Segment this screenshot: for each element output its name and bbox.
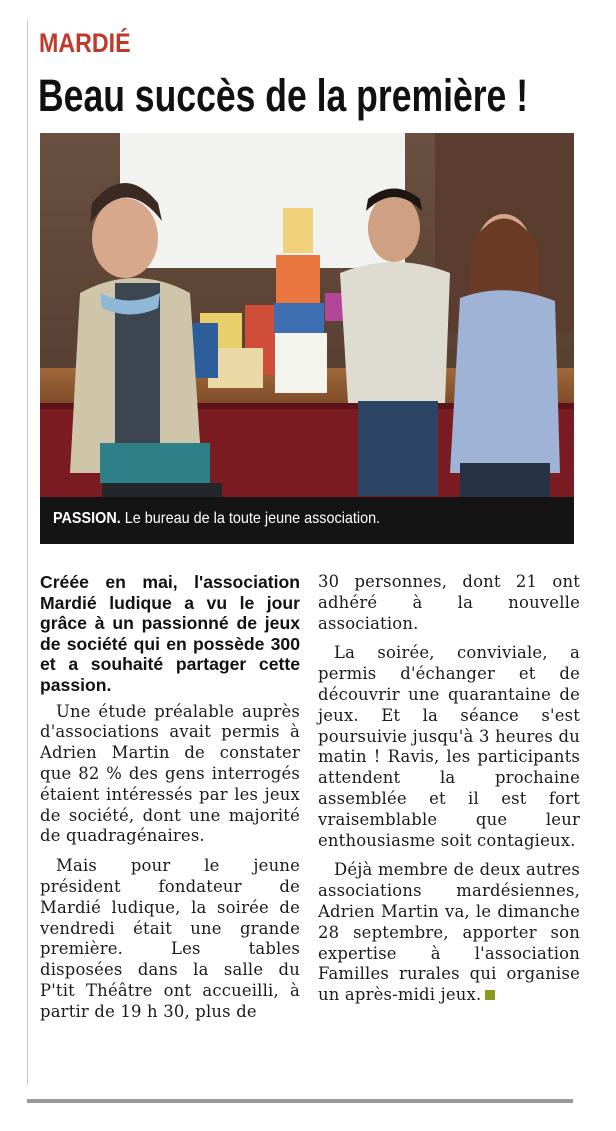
article-paragraph: Une étude préalable auprès d'associations avait permis à Adrien Martin de constater que 82 % des gens interrogés étaient intéressés par les jeux de société, dont une majorité de quadragénaires. xyxy=(40,701,300,846)
article-paragraph: Mais pour le jeune président fondateur de Mardié ludique, la soirée de vendredi était une grande première. Les tables disposées dans la salle du P'tit Théâtre ont accueilli, à partir de 19 h 30, plus de xyxy=(40,856,300,1021)
article-photo xyxy=(40,133,574,544)
photo-illustration xyxy=(40,133,574,544)
caption-text: Le bureau de la toute jeune association. xyxy=(120,510,381,527)
caption-label: PASSION. xyxy=(53,510,121,527)
article-headline: Beau succès de la première ! xyxy=(38,70,529,121)
bottom-rule xyxy=(27,1099,573,1103)
article-paragraph-final xyxy=(318,860,580,1006)
article-paragraph: La soirée, conviviale, a permis d'échanger et de découvrir une quarantaine de jeux. Et la séance s'est poursuivie jusqu'à 3 heures du matin ! Ravis, les participants attendent la prochaine assemblée et il est fort vraisemblable que leur enthousiasme soit contagieux. xyxy=(318,643,580,850)
article-column-2 xyxy=(318,572,580,1015)
article-paragraph: 30 personnes, dont 21 ont adhéré à la nouvelle association. xyxy=(318,572,580,633)
photo-caption xyxy=(40,497,574,544)
article-column-1 xyxy=(40,572,300,1032)
column-rule xyxy=(27,20,28,1085)
end-of-article-mark xyxy=(485,990,495,1000)
article-kicker: MARDIÉ xyxy=(39,28,131,58)
article-lead: Créée en mai, l'association Mardié ludique a vu le jour grâce à un passionné de jeux de société qui en possède 300 et a souhaité partager cette passion. xyxy=(40,572,300,695)
final-paragraph-text: Déjà membre de deux autres associations mardésiennes, Adrien Martin va, le dimanche 28 septembre, apporter son expertise à l'association Familles rurales qui organise un après-midi jeux. xyxy=(318,860,580,1005)
